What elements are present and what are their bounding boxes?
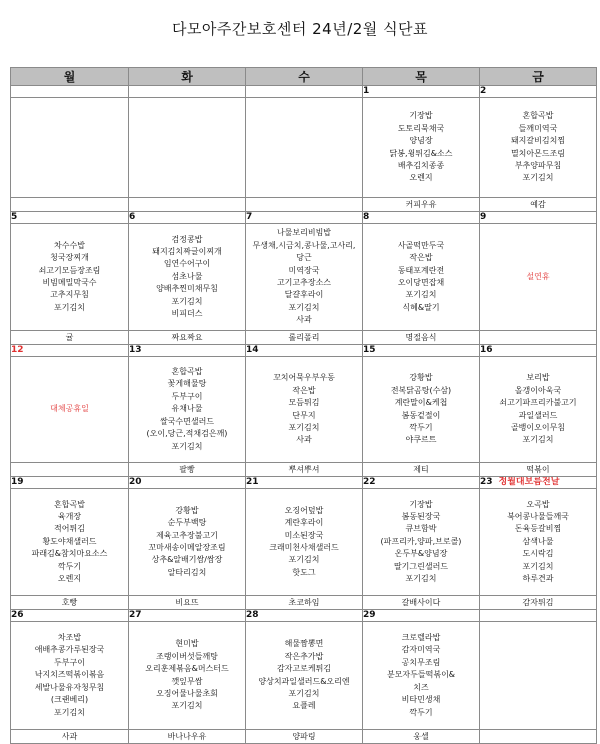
- menu-item: 도토리묵채국: [397, 123, 445, 133]
- menu-item: 포기김치: [405, 574, 437, 584]
- menu-item: 고추지무침: [50, 290, 89, 300]
- menu-item: (오이,당근,적채검은깨): [146, 429, 228, 439]
- menu-item: 치즈: [413, 682, 429, 692]
- meal-cell: [480, 357, 597, 463]
- date-number: 6: [129, 212, 136, 222]
- menu-item: 봄동겉절이: [401, 410, 441, 420]
- meals-row: [11, 622, 597, 730]
- menu-item: 혼합곡밥: [54, 499, 85, 509]
- menu-item: 봄동된장국: [401, 511, 441, 521]
- snack-cell: 제티: [363, 463, 480, 477]
- date-cell: [363, 345, 480, 357]
- menu-item: 애배추콩가루된장국: [34, 645, 105, 655]
- menu-item: 들깨미역국: [518, 123, 558, 133]
- menu-item: 포기김치: [54, 707, 85, 717]
- menu-item: 조랭이버섯들깨탕: [156, 651, 218, 661]
- menu-item: 미소된장국: [284, 530, 324, 540]
- date-cell: [129, 86, 246, 98]
- page-title: 다모아주간보호센터 24년/2월 식단표: [171, 20, 429, 38]
- meal-cell: [129, 98, 246, 198]
- menu-item: 작은밥: [292, 385, 316, 395]
- menu-item: 차조밥: [57, 633, 82, 643]
- menu-item: 알타리김치: [167, 567, 207, 577]
- date-number: 16: [480, 345, 493, 355]
- menu-item: 골뱅이오이무침: [510, 422, 566, 432]
- menu-item: 미역장국: [288, 265, 320, 275]
- meal-cell: [129, 224, 246, 331]
- menu-item: 현미밥: [175, 639, 199, 649]
- menu-item: 감자고로케튀김: [276, 664, 332, 674]
- menu-item: 하루견과: [522, 574, 554, 584]
- date-cell: [363, 86, 480, 98]
- snack-cell: [480, 730, 597, 744]
- menu-item: (파프리카,양파,브로콜): [380, 536, 462, 546]
- menu-item: 포기김치: [288, 688, 320, 698]
- menu-item: 양상치과일샐러드&오리엔: [258, 676, 350, 686]
- snack-row: [11, 198, 597, 212]
- date-number: 22: [363, 477, 376, 487]
- date-cell: [480, 86, 597, 98]
- date-number: 14: [246, 345, 259, 355]
- menu-item: 강황밥: [175, 505, 199, 515]
- date-cell: [11, 610, 129, 622]
- menu-item: 유채나물: [171, 404, 203, 414]
- menu-item: 단무지: [292, 410, 316, 420]
- date-cell: [363, 477, 480, 489]
- menu-item: 딸기그린샐러드: [393, 561, 449, 571]
- snack-row: [11, 596, 597, 610]
- meal-cell: [11, 224, 129, 331]
- menu-item: 모듬튀김: [288, 398, 320, 408]
- snack-cell: [480, 331, 597, 345]
- menu-item: 파래김&참치마요소스: [31, 549, 108, 559]
- menu-item: 보리밥: [526, 373, 550, 383]
- meal-cell: [363, 489, 480, 596]
- date-cell: [363, 212, 480, 224]
- menu-item: 핫도그: [292, 567, 316, 577]
- date-cell: [363, 610, 480, 622]
- weekday-header: 수: [246, 68, 363, 86]
- meal-cell: [11, 357, 129, 463]
- menu-item: 야쿠르트: [405, 435, 437, 445]
- snack-cell: 예감: [480, 198, 597, 212]
- menu-item: 포기김치: [288, 302, 320, 312]
- date-number: 26: [11, 610, 24, 620]
- meal-cell: [129, 622, 246, 730]
- menu-item: 깍두기: [57, 561, 82, 571]
- snack-cell: 양파링: [246, 730, 363, 744]
- menu-item: 공치무조림: [401, 657, 441, 667]
- date-cell: [11, 345, 129, 357]
- menu-item: 전복닭곰탕(수삼): [390, 385, 452, 395]
- snack-cell: 커피우유: [363, 198, 480, 212]
- meal-cell: [480, 98, 597, 198]
- snack-cell: 갈배사이다: [363, 596, 480, 610]
- menu-item: 낙지치즈떡볶이볶음: [34, 670, 105, 680]
- menu-item: 임연수어구이: [163, 259, 211, 269]
- menu-item: 양념장: [409, 136, 433, 146]
- menu-item: 포기김치: [288, 422, 320, 432]
- meal-cell: [363, 98, 480, 198]
- snack-cell: [11, 198, 129, 212]
- menu-item: 사과: [296, 315, 312, 325]
- menu-item: 포기김치: [288, 555, 320, 565]
- menu-item: 쌀국수면샐러드: [159, 416, 215, 426]
- date-cell: [11, 477, 129, 489]
- menu-item: 꽃게해물탕: [167, 379, 207, 389]
- snack-cell: 뿌셔뿌셔: [246, 463, 363, 477]
- date-number: 21: [246, 477, 259, 487]
- date-number: 27: [129, 610, 142, 620]
- meal-cell: [129, 489, 246, 596]
- menu-item: 해물짬뽕면: [284, 639, 324, 649]
- menu-item: 두부구이: [171, 391, 203, 401]
- menu-item: 포기김치: [522, 561, 554, 571]
- weekday-header-row: [11, 68, 597, 86]
- meal-cell: [11, 98, 129, 198]
- meal-cell: [11, 489, 129, 596]
- date-row: [11, 345, 597, 357]
- date-note: 정월대보름전날: [498, 477, 560, 487]
- date-number: 2: [480, 86, 487, 96]
- date-number: 13: [129, 345, 142, 355]
- snack-cell: 사과: [11, 730, 129, 744]
- menu-item: 깍두기: [409, 707, 433, 717]
- snack-cell: 바나나우유: [129, 730, 246, 744]
- meals-row: [11, 98, 597, 198]
- menu-item: 돈육등갈비찜: [514, 524, 562, 534]
- menu-item: 황도야채샐러드: [42, 536, 97, 546]
- weekday-header: 금: [480, 68, 597, 86]
- menu-item: 온두부&양념장: [394, 549, 448, 559]
- menu-item: 작은밥: [409, 253, 433, 263]
- snack-cell: 떡볶이: [480, 463, 597, 477]
- menu-item: 양배추찐미채무침: [156, 284, 218, 294]
- date-cell: [246, 477, 363, 489]
- menu-item: 분모자두들떡볶이&: [386, 670, 456, 680]
- date-cell: [480, 345, 597, 357]
- menu-item: 사과: [296, 435, 312, 445]
- meal-cell: [480, 224, 597, 331]
- date-cell: [246, 212, 363, 224]
- menu-item: 북어콩나물들깨국: [507, 511, 569, 521]
- holiday-label: 설연휴: [526, 271, 550, 281]
- menu-item: 계란후라이: [284, 518, 324, 528]
- menu-item: 두부구이: [54, 657, 85, 667]
- meal-cell: [246, 357, 363, 463]
- menu-item: 꼬치어묵우부우동: [273, 373, 335, 383]
- menu-item: 포기김치: [522, 173, 554, 183]
- menu-item: 육개장: [57, 511, 82, 521]
- menu-item: 올갱이아욱국: [514, 385, 562, 395]
- menu-item: 세발나물유자청무침: [34, 682, 105, 692]
- snack-cell: [11, 463, 129, 477]
- date-number: 1: [363, 86, 370, 96]
- date-cell: [246, 86, 363, 98]
- menu-item: 비피더스: [171, 309, 203, 319]
- menu-item: 도시락김: [522, 549, 554, 559]
- menu-item: 큐브함박: [405, 524, 437, 534]
- menu-item: 동태포계란전: [397, 265, 445, 275]
- menu-item: 순두부백탕: [167, 518, 207, 528]
- snack-cell: 롤리폴리: [246, 331, 363, 345]
- date-cell: [246, 610, 363, 622]
- menu-item: 상추&알배기쌈/쌈장: [151, 555, 223, 565]
- date-row: [11, 477, 597, 489]
- date-number: 12: [11, 345, 24, 355]
- menu-item: 부추양파무침: [514, 160, 562, 170]
- menu-item: 오징어물나물초회: [156, 688, 218, 698]
- menu-item: 고기고추장소스: [276, 278, 332, 287]
- date-cell: [129, 345, 246, 357]
- date-cell: [129, 610, 246, 622]
- date-number: 19: [11, 477, 24, 487]
- meal-cell: [11, 622, 129, 730]
- menu-item: 혼합곡밥: [171, 367, 203, 377]
- weekday-header: 화: [129, 68, 246, 86]
- date-number: 9: [480, 212, 487, 222]
- date-cell: [480, 610, 597, 622]
- snack-row: [11, 331, 597, 345]
- snack-cell: [246, 198, 363, 212]
- menu-item: 혼합곡밥: [522, 111, 554, 121]
- menu-item: 오이당면잡채: [397, 278, 445, 287]
- meals-row: [11, 357, 597, 463]
- snack-cell: 웅셀: [363, 730, 480, 744]
- snack-cell: 명절음식: [363, 331, 480, 345]
- date-number: 28: [246, 610, 259, 620]
- date-row: [11, 610, 597, 622]
- date-number: 7: [246, 212, 253, 222]
- date-cell: [480, 477, 597, 489]
- menu-item: 과일샐러드: [518, 410, 558, 420]
- meal-cell: [363, 622, 480, 730]
- date-cell: [129, 477, 246, 489]
- menu-item: 포기김치: [171, 296, 203, 306]
- date-cell: [480, 212, 597, 224]
- menu-item: 돼지갈비김치찜: [510, 136, 566, 146]
- meal-cell: [363, 224, 480, 331]
- menu-item: 식혜&딸기: [402, 302, 440, 312]
- menu-item: 검정콩밥: [171, 234, 203, 244]
- menu-item: 포기김치: [54, 302, 85, 312]
- menu-item: 쇠고기모듬장조림: [38, 265, 101, 275]
- menu-item: 무생채,시금치,콩나물,고사리,: [252, 240, 356, 250]
- menu-item: 당근: [296, 253, 312, 263]
- menu-item: 삼색나물: [522, 536, 554, 546]
- menu-item: 오렌지: [57, 574, 82, 584]
- snack-cell: 비요뜨: [129, 596, 246, 610]
- date-row: [11, 212, 597, 224]
- menu-item: 달걀후라이: [284, 290, 324, 300]
- menu-item: 꼬마새송이메알장조림: [148, 543, 226, 552]
- snack-cell: 호빵: [11, 596, 129, 610]
- menu-item: 적어튀김: [54, 524, 85, 534]
- menu-item: 포기김치: [171, 441, 203, 451]
- menu-item: 나물보리비빔밥: [276, 228, 332, 238]
- menu-item: 크로렐라밥: [401, 633, 441, 643]
- menu-item: 작은추가밥: [284, 651, 324, 661]
- date-cell: [246, 345, 363, 357]
- menu-item: 섬초나물: [171, 271, 203, 281]
- meal-cell: [480, 489, 597, 596]
- menu-item: 닭봉,윙튀김&소스: [389, 148, 453, 158]
- meal-cell: [246, 224, 363, 331]
- date-number: 29: [363, 610, 376, 620]
- snack-cell: 팔빵: [129, 463, 246, 477]
- menu-item: 감자미역국: [401, 645, 441, 655]
- meals-row: [11, 489, 597, 596]
- menu-item: 비빔메밀막국수: [42, 278, 97, 287]
- menu-item: 기장밥: [409, 111, 433, 121]
- date-number: 5: [11, 212, 18, 222]
- menu-item: 비타민생채: [401, 695, 441, 705]
- snack-cell: 초코하임: [246, 596, 363, 610]
- meal-cell: [363, 357, 480, 463]
- menu-item: 차수수밥: [54, 240, 85, 250]
- snack-cell: 귤: [11, 331, 129, 345]
- menu-item: 멸치아몬드조림: [510, 148, 566, 158]
- weekday-header: 목: [363, 68, 480, 86]
- menu-item: 깍두기: [409, 422, 433, 432]
- menu-item: 포기김치: [171, 701, 203, 711]
- menu-item: 배추김치종종: [397, 160, 445, 170]
- menu-item: 요플레: [292, 701, 316, 711]
- meal-cell: [246, 622, 363, 730]
- menu-item: 오렌지: [409, 173, 433, 183]
- date-cell: [11, 212, 129, 224]
- meal-cell: [246, 98, 363, 198]
- menu-item: 크래미천사채샐러드: [269, 543, 339, 552]
- weekday-header: 월: [11, 68, 129, 86]
- meal-cell: [246, 489, 363, 596]
- meal-cell: [129, 357, 246, 463]
- menu-item: 제육고추장불고기: [156, 530, 218, 540]
- date-number: 15: [363, 345, 376, 355]
- snack-row: [11, 730, 597, 744]
- date-cell: [11, 86, 129, 98]
- date-number: 8: [363, 212, 370, 222]
- date-row: [11, 86, 597, 98]
- menu-item: 쇠고기파프리카불고기: [499, 398, 577, 408]
- menu-item: 사골떡만두국: [397, 240, 445, 250]
- meal-cell: [480, 622, 597, 730]
- menu-item: 강황밥: [409, 373, 433, 383]
- menu-item: 포기김치: [522, 435, 554, 445]
- menu-item: 계란말이&케첩: [394, 398, 448, 408]
- snack-row: [11, 463, 597, 477]
- holiday-label: 대체공휴일: [50, 404, 89, 414]
- date-cell: [129, 212, 246, 224]
- date-number: 23: [480, 477, 493, 487]
- calendar-body: [11, 86, 597, 744]
- menu-item: 기장밥: [409, 499, 433, 509]
- menu-item: 돼지김치짜글이찌개: [152, 246, 222, 256]
- menu-item: 오곡밥: [526, 499, 550, 509]
- menu-item: 오리훈제볶음&머스터드: [145, 664, 229, 674]
- meal-calendar-table: [10, 67, 597, 744]
- menu-item: 포기김치: [405, 290, 437, 300]
- snack-cell: [129, 198, 246, 212]
- menu-item: (크랜베리): [50, 695, 89, 705]
- snack-cell: 감자튀김: [480, 596, 597, 610]
- menu-item: 깻잎무쌈: [171, 676, 203, 686]
- date-number: 20: [129, 477, 142, 487]
- meals-row: [11, 224, 597, 331]
- menu-item: 오징어덮밥: [284, 505, 324, 515]
- snack-cell: 짜요짜요: [129, 331, 246, 345]
- menu-item: 청국장찌개: [50, 253, 89, 263]
